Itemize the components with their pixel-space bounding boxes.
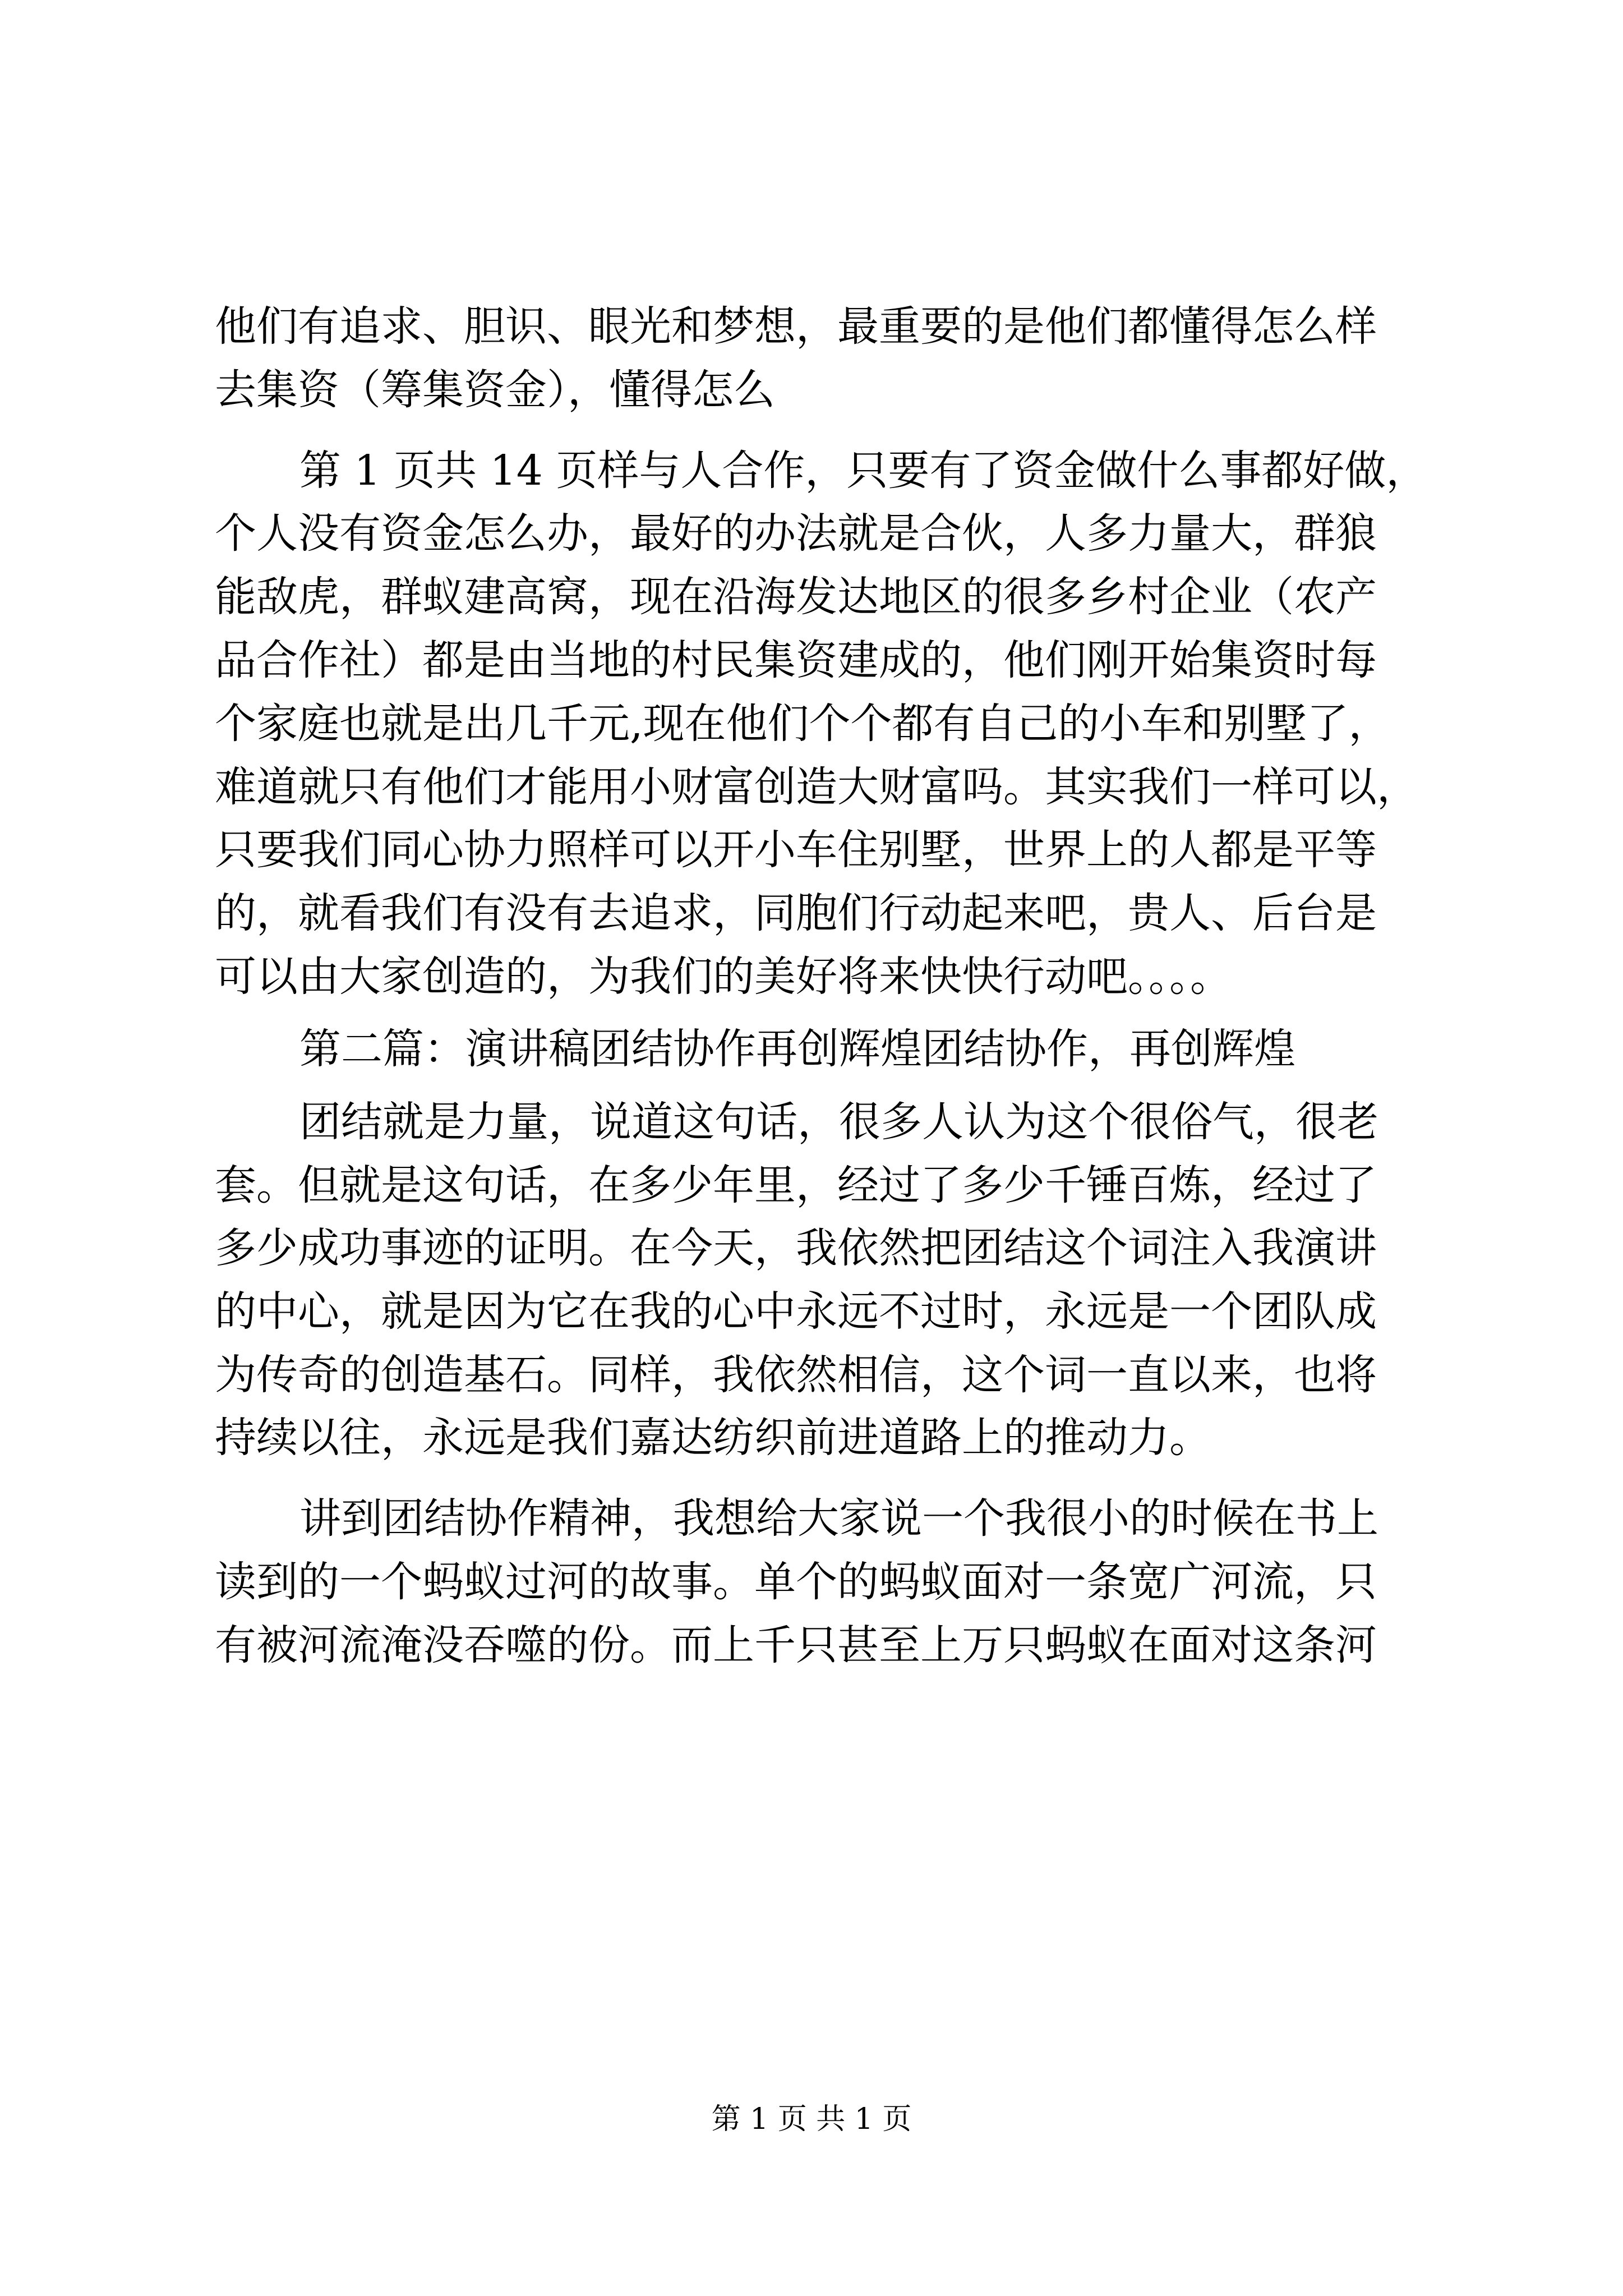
- text-line: 为传奇的创造基石。同样，我依然相信，这个词一直以来，也将: [215, 1351, 1377, 1399]
- page-footer: 第 1 页 共 1 页: [711, 2102, 912, 2136]
- text-line: 第 1 页共 14 页样与人合作，只要有了资金做什么事都好做，: [299, 447, 1428, 495]
- text-line: 可以由大家创造的，为我们的美好将来快快行动吧。。。。: [215, 953, 1232, 1001]
- text-line: 套。但就是这句话，在多少年里，经过了多少千锤百炼，经过了: [215, 1161, 1377, 1209]
- text-line: 品合作社）都是由当地的村民集资建成的，他们刚开始集资时每: [215, 636, 1377, 684]
- text-line: 的中心，就是因为它在我的心中永远不过时，永远是一个团队成: [215, 1287, 1377, 1336]
- text-line: 他们有追求、胆识、眼光和梦想，最重要的是他们都懂得怎么样: [215, 302, 1377, 351]
- text-line: 只要我们同心协力照样可以开小车住别墅，世界上的人都是平等: [215, 826, 1377, 874]
- text-line: 难道就只有他们才能用小财富创造大财富吗。其实我们一样可以，: [215, 763, 1418, 811]
- text-line: 能敌虎，群蚁建高窝，现在沿海发达地区的很多乡村企业（农产: [215, 573, 1377, 621]
- text-line: 多少成功事迹的证明。在今天，我依然把团结这个词注入我演讲: [215, 1224, 1377, 1272]
- text-line: 讲到团结协作精神，我想给大家说一个我很小的时候在书上: [299, 1494, 1378, 1543]
- text-line: 读到的一个蚂蚁过河的故事。单个的蚂蚁面对一条宽广河流，只: [215, 1558, 1377, 1606]
- text-line: 持续以往，永远是我们嘉达纺织前进道路上的推动力。: [215, 1414, 1211, 1462]
- text-line: 的，就看我们有没有去追求，同胞们行动起来吧，贵人、后台是: [215, 889, 1377, 937]
- text-line: 个人没有资金怎么办，最好的办法就是合伙，人多力量大，群狼: [215, 509, 1377, 558]
- text-line: 去集资（筹集资金），懂得怎么: [215, 366, 775, 414]
- section-heading: 第二篇：演讲稿团结协作再创辉煌团结协作，再创辉煌: [299, 1025, 1295, 1073]
- text-line: 有被河流淹没吞噬的份。而上千只甚至上万只蚂蚁在面对这条河: [215, 1621, 1377, 1669]
- text-line: 个家庭也就是出几千元,现在他们个个都有自己的小车和别墅了，: [215, 700, 1390, 748]
- text-line: 团结就是力量，说道这句话，很多人认为这个很俗气，很老: [299, 1098, 1378, 1146]
